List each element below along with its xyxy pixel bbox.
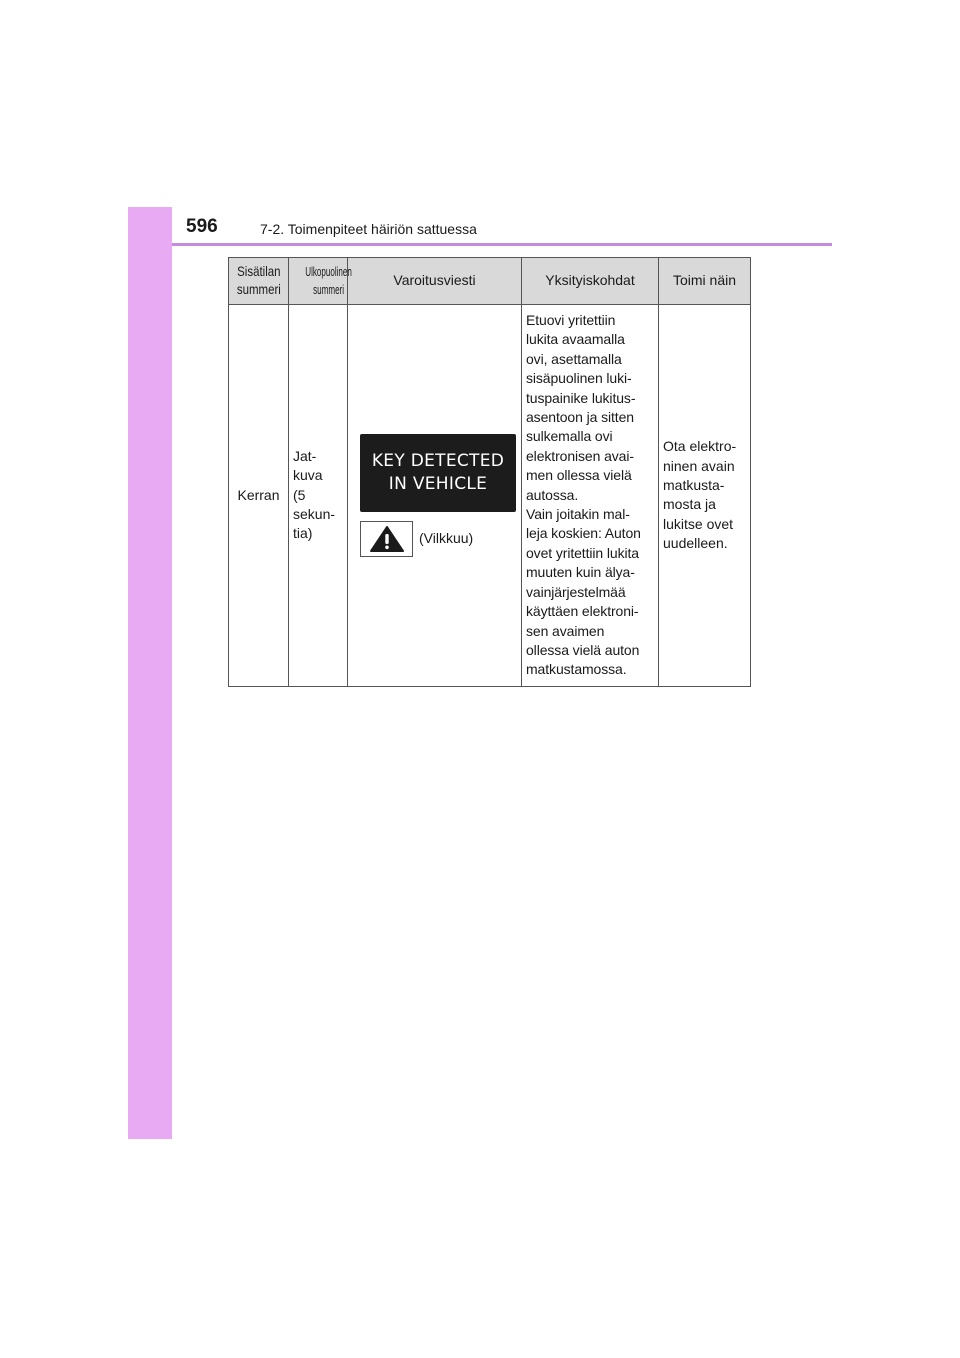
exterior-buzzer-cell: Jat- kuva (5 sekun- tia) (289, 305, 348, 687)
column-header-warning-message: Varoitusviesti (348, 258, 522, 305)
table-row (229, 305, 751, 687)
chapter-sidebar-tab (128, 207, 172, 1139)
details-cell: Etuovi yritettiin lukita avaamalla ovi, asettamalla sisäpuolinen luki- tuspainike lukitus- asentoon ja sitten sulkemalla ovi elektronisen avai- men ollessa vielä autossa. Vain joitakin mal- leja koskien: Auton ovet yritettiin lukita muuten kuin älya- vainjärjestelmää käyttäen elektroni- sen avaimen ollessa vielä auton matkustamossa. (522, 305, 659, 687)
warning-message-cell (348, 305, 522, 687)
column-header-interior-buzzer: Sisätilan summeri (229, 258, 289, 305)
warning-indicator-row (360, 521, 517, 557)
column-header-details: Yksityiskohdat (522, 258, 659, 305)
warning-light-box (360, 521, 413, 557)
column-header-exterior-buzzer: Ulkopuolinen summeri (289, 258, 348, 305)
warning-triangle-icon (369, 525, 405, 553)
table-header-row (229, 258, 751, 305)
blink-label: (Vilkkuu) (419, 530, 474, 547)
column-header-action: Toimi näin (659, 258, 751, 305)
header-divider (172, 243, 832, 246)
action-cell: Ota elektro- ninen avain matkusta- mosta ja lukitse ovet uudelleen. (659, 305, 751, 687)
key-detected-display: KEY DETECTED IN VEHICLE (360, 434, 516, 512)
page-number: 596 (186, 216, 218, 237)
section-title: 7-2. Toimenpiteet häiriön sattuessa (260, 221, 477, 237)
warning-table (228, 257, 751, 687)
interior-buzzer-cell: Kerran (229, 305, 289, 687)
